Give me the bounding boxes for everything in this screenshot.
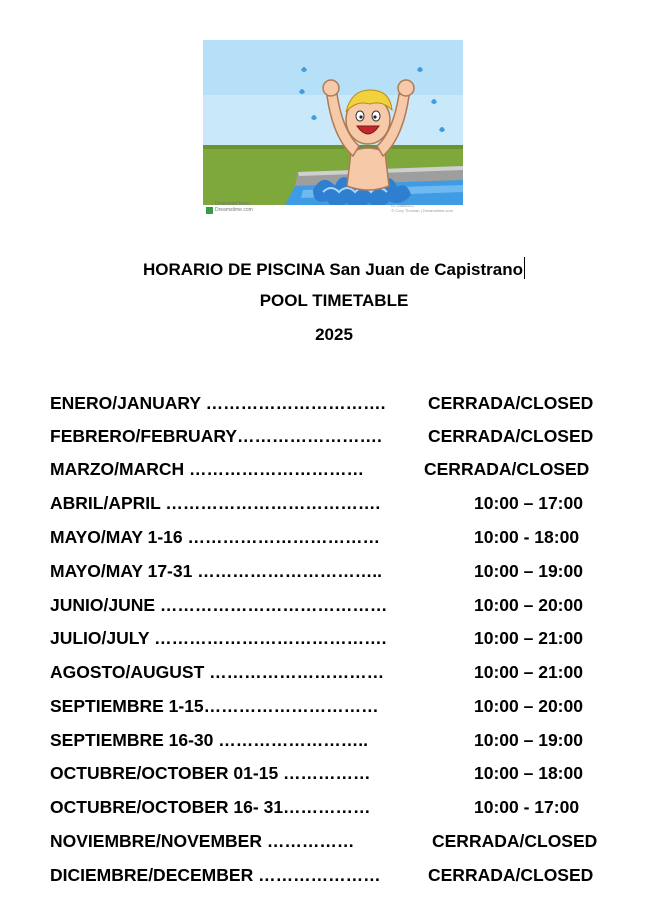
schedule-month: ENERO/JANUARY ………………………….: [50, 393, 386, 413]
schedule-month: MAYO/MAY 1-16 ……………………………: [50, 527, 380, 547]
schedule-hours: CERRADA/CLOSED: [428, 393, 594, 413]
schedule-hours: 10:00 - 18:00: [474, 527, 580, 547]
pool-illustration: [203, 40, 463, 216]
schedule-month: OCTUBRE/OCTOBER 16- 31……………: [50, 797, 371, 817]
image-credit-right: ID 33864512 © Cory Thoman | Dreamstime.com: [391, 203, 453, 213]
schedule-month: AGOSTO/AUGUST …………………………: [50, 662, 385, 682]
schedule-month: MARZO/MARCH …………………………: [50, 459, 365, 479]
schedule-hours: 10:00 – 19:00: [474, 730, 583, 750]
title-line-2: POOL TIMETABLE: [259, 291, 409, 310]
schedule-hours: CERRADA/CLOSED: [428, 426, 594, 446]
schedule-month: ABRIL/APRIL ……………………………….: [50, 493, 381, 513]
text-cursor: [524, 257, 525, 279]
image-credit-left: Download from Dreamstime.com: [215, 201, 253, 213]
schedule-hours: 10:00 - 17:00: [474, 797, 580, 817]
schedule-hours: 10:00 – 21:00: [474, 662, 583, 682]
schedule-month: JULIO/JULY ………………………………….: [50, 628, 387, 648]
schedule-hours: 10:00 – 21:00: [474, 628, 583, 648]
schedule-month: MAYO/MAY 17-31 …………………………..: [50, 561, 382, 581]
schedule-month: SEPTIEMBRE 1-15…………………………: [50, 696, 379, 716]
schedule-hours: 10:00 – 20:00: [474, 595, 583, 615]
schedule-hours: CERRADA/CLOSED: [432, 831, 598, 851]
schedule-month: DICIEMBRE/DECEMBER …………………: [50, 865, 381, 885]
schedule-hours: 10:00 – 20:00: [474, 696, 583, 716]
title-line-3: 2025: [315, 325, 353, 344]
swimmer-cartoon: [203, 40, 463, 216]
schedule-hours: 10:00 – 17:00: [474, 493, 583, 513]
schedule-hours: CERRADA/CLOSED: [428, 865, 594, 885]
schedule-month: JUNIO/JUNE …………………………………: [50, 595, 388, 615]
title-line-1: HORARIO DE PISCINA San Juan de Capistrano: [0, 257, 668, 280]
schedule-month: OCTUBRE/OCTOBER 01-15 ……………: [50, 763, 371, 783]
schedule-month: FEBRERO/FEBRUARY…………………….: [50, 426, 382, 446]
schedule-hours: CERRADA/CLOSED: [424, 459, 590, 479]
schedule-month: NOVIEMBRE/NOVEMBER ……………: [50, 831, 355, 851]
schedule-month: SEPTIEMBRE 16-30 ……………………..: [50, 730, 368, 750]
schedule-hours: 10:00 – 19:00: [474, 561, 583, 581]
schedule-hours: 10:00 – 18:00: [474, 763, 583, 783]
